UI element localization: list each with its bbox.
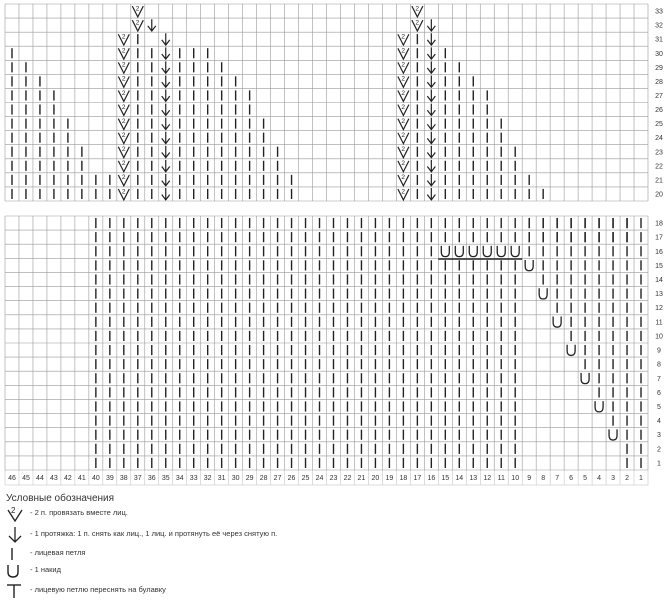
yarn-over-stitch	[567, 345, 575, 356]
svg-text:2: 2	[401, 188, 406, 196]
row-number: 5	[657, 404, 661, 411]
pass-over-stitch	[162, 188, 170, 200]
column-number: 6	[569, 475, 574, 482]
row-number: 4	[657, 418, 661, 426]
column-number: 34	[175, 475, 184, 482]
row-number: 27	[655, 92, 663, 100]
column-number: 33	[189, 475, 198, 482]
row-number: 30	[655, 50, 663, 58]
pass-over-stitch	[427, 90, 435, 102]
k2tog-stitch	[398, 33, 409, 45]
row-number: 6	[657, 389, 661, 397]
k2tog-stitch	[118, 146, 129, 158]
column-number: 27	[273, 475, 282, 482]
k2tog-icon	[4, 505, 26, 523]
pass-over-stitch	[162, 174, 170, 186]
k2tog-stitch	[118, 90, 129, 102]
row-number: 8	[657, 361, 661, 369]
yarn-over-stitch	[581, 373, 589, 384]
column-number: 9	[527, 475, 532, 482]
k2tog-stitch	[398, 104, 409, 116]
column-number: 20	[371, 475, 380, 482]
k2tog-stitch	[412, 5, 423, 17]
legend-text-k2tog: - 2 п. провязать вместе лиц.	[30, 508, 128, 517]
svg-text:2: 2	[415, 5, 419, 13]
svg-text:2: 2	[121, 61, 126, 69]
yarn-over-stitch	[483, 246, 491, 257]
row-number: 25	[655, 121, 663, 129]
column-number: 30	[231, 475, 240, 482]
svg-text:2: 2	[401, 33, 406, 41]
k2tog-stitch	[132, 5, 143, 17]
pass-over-stitch	[162, 90, 170, 102]
legend-text-holder: - лицевую петлю переснять на булавку	[30, 585, 166, 594]
column-number: 14	[455, 475, 464, 482]
pass-over-stitch	[162, 146, 170, 158]
column-number: 26	[287, 475, 296, 482]
k2tog-stitch	[118, 104, 129, 116]
svg-text:2: 2	[401, 75, 406, 83]
yarn-over-stitch	[455, 246, 463, 257]
column-number: 38	[119, 475, 128, 482]
k2tog-stitch	[118, 174, 129, 186]
column-number: 16	[427, 475, 436, 482]
yarn-over-stitch	[497, 246, 505, 257]
k2tog-stitch	[398, 62, 409, 74]
row-number: 28	[655, 78, 663, 86]
svg-text:2: 2	[121, 174, 126, 182]
pass-over-icon	[4, 526, 26, 544]
column-number: 17	[413, 475, 422, 482]
column-number: 10	[511, 475, 520, 482]
row-number: 15	[655, 262, 663, 270]
svg-text:2: 2	[121, 188, 126, 196]
column-number: 44	[36, 475, 44, 482]
row-number: 7	[657, 375, 661, 383]
svg-text:2: 2	[121, 160, 126, 168]
column-number: 25	[301, 475, 310, 482]
k2tog-stitch	[118, 188, 129, 200]
column-number: 8	[541, 475, 546, 482]
column-number: 13	[469, 475, 478, 482]
k2tog-stitch	[118, 62, 129, 74]
row-number: 2	[657, 446, 661, 454]
yarn-over-stitch	[525, 260, 533, 271]
holder-stitch-icon	[4, 582, 26, 600]
legend-item-knit	[4, 545, 324, 563]
row-number: 22	[655, 163, 663, 171]
svg-text:2: 2	[401, 174, 406, 182]
column-number: 12	[483, 475, 492, 482]
k2tog-stitch	[398, 118, 409, 130]
pass-over-stitch	[162, 61, 170, 73]
row-number: 11	[655, 319, 663, 327]
yarn-over-stitch	[441, 246, 449, 257]
pass-over-stitch	[427, 104, 435, 116]
column-number: 22	[343, 475, 352, 482]
pass-over-stitch	[427, 47, 435, 59]
svg-text:2: 2	[135, 5, 140, 13]
svg-text:2: 2	[121, 103, 126, 111]
svg-text:2: 2	[121, 47, 126, 55]
pass-over-stitch	[427, 61, 435, 73]
row-number: 9	[657, 347, 661, 355]
yarn-over-icon	[4, 562, 26, 580]
k2tog-stitch	[118, 76, 129, 88]
column-number: 11	[497, 475, 505, 482]
column-number: 29	[245, 475, 254, 482]
svg-text:2: 2	[11, 506, 16, 515]
svg-text:2: 2	[121, 146, 126, 154]
k2tog-stitch	[412, 19, 423, 31]
row-number: 24	[655, 135, 663, 143]
row-number: 16	[655, 248, 663, 256]
pass-over-stitch	[162, 75, 170, 87]
legend-item-yarn-over	[4, 562, 324, 580]
k2tog-stitch	[132, 19, 143, 31]
svg-text:2: 2	[401, 61, 406, 69]
column-number: 36	[147, 475, 156, 482]
k2tog-stitch	[398, 48, 409, 60]
svg-text:2: 2	[121, 117, 126, 125]
yarn-over-stitch	[539, 288, 547, 299]
column-number-row	[8, 475, 643, 482]
yarn-over-stitch	[469, 246, 477, 257]
column-number: 23	[329, 475, 338, 482]
svg-text:2: 2	[401, 160, 406, 168]
knit-stitch-icon	[4, 545, 26, 563]
k2tog-stitch	[398, 160, 409, 172]
svg-text:2: 2	[121, 131, 126, 139]
legend-item-holder	[4, 582, 324, 600]
chart-grid	[5, 4, 648, 485]
row-number: 26	[655, 107, 663, 115]
column-number: 5	[583, 475, 588, 482]
row-number: 18	[655, 220, 663, 228]
pass-over-stitch	[162, 118, 170, 130]
column-number: 45	[22, 475, 30, 482]
pass-over-stitch	[427, 33, 435, 45]
legend-text-knit: - лицевая петля	[30, 548, 86, 557]
svg-text:2: 2	[121, 75, 126, 83]
row-number: 33	[655, 8, 663, 16]
pass-over-stitch	[427, 174, 435, 186]
pass-over-stitch	[148, 19, 156, 31]
pass-over-stitch	[427, 132, 435, 144]
svg-text:2: 2	[135, 19, 140, 27]
pass-over-stitch	[427, 188, 435, 200]
row-number-column	[655, 9, 663, 468]
legend-title: Условные обозначения	[6, 493, 115, 504]
pass-over-stitch	[427, 146, 435, 158]
column-number: 39	[105, 475, 114, 482]
k2tog-stitch	[398, 132, 409, 144]
pass-over-stitch	[162, 132, 170, 144]
column-number: 35	[161, 475, 170, 482]
column-number: 40	[91, 475, 100, 482]
column-number: 7	[555, 475, 560, 482]
svg-text:2: 2	[415, 19, 419, 27]
row-number: 32	[655, 22, 663, 30]
k2tog-stitch	[118, 132, 129, 144]
row-number: 20	[655, 191, 663, 199]
column-number: 1	[639, 475, 643, 482]
column-number: 31	[217, 475, 226, 482]
column-number: 3	[611, 475, 616, 482]
pass-over-stitch	[162, 33, 170, 45]
column-number: 32	[203, 475, 212, 482]
pass-over-stitch	[162, 47, 170, 59]
legend-item-k2tog	[4, 505, 324, 523]
row-number: 14	[655, 277, 663, 284]
svg-text:2: 2	[121, 33, 126, 41]
yarn-over-stitch	[595, 401, 603, 412]
row-number: 31	[655, 36, 663, 44]
pass-over-stitch	[427, 118, 435, 130]
svg-text:2: 2	[401, 117, 406, 125]
k2tog-stitch	[118, 160, 129, 172]
column-number: 4	[597, 475, 602, 482]
svg-text:2: 2	[121, 89, 126, 97]
yarn-over-stitch	[511, 246, 519, 257]
pass-over-stitch	[427, 160, 435, 172]
pass-over-stitch	[427, 75, 435, 87]
column-number: 19	[385, 475, 394, 482]
k2tog-stitch	[398, 188, 409, 200]
k2tog-stitch	[398, 90, 409, 102]
row-number: 12	[655, 305, 663, 313]
svg-text:2: 2	[401, 103, 406, 111]
yarn-over-stitch	[553, 316, 561, 327]
row-number: 21	[655, 177, 663, 185]
column-number: 41	[77, 475, 86, 482]
yarn-over-stitch	[609, 429, 617, 440]
column-number: 42	[64, 475, 72, 482]
k2tog-stitch	[398, 146, 409, 158]
k2tog-stitch	[118, 48, 129, 60]
svg-text:2: 2	[401, 131, 406, 139]
svg-text:2: 2	[401, 146, 406, 154]
row-number: 1	[657, 460, 661, 468]
column-number: 37	[133, 475, 142, 482]
legend-text-yarn-over: - 1 накид	[30, 565, 61, 574]
pass-over-stitch	[427, 19, 435, 31]
column-number: 43	[50, 475, 58, 482]
column-number: 2	[625, 475, 629, 482]
k2tog-stitch	[398, 174, 409, 186]
svg-text:2: 2	[401, 47, 406, 55]
column-number: 15	[441, 475, 450, 482]
k2tog-stitch	[118, 118, 129, 130]
row-number: 10	[655, 333, 663, 341]
row-number: 17	[655, 234, 663, 242]
pass-over-stitch	[162, 160, 170, 172]
k2tog-stitch	[398, 76, 409, 88]
column-number: 18	[399, 475, 408, 482]
column-number: 24	[315, 475, 324, 482]
k2tog-stitch	[118, 33, 129, 45]
legend-item-pass-over	[4, 526, 324, 544]
row-number: 13	[655, 291, 663, 299]
row-number: 29	[655, 64, 663, 72]
legend-text-pass-over: - 1 протяжка: 1 п. снять как лиц., 1 лиц. и протянуть её через снятую п.	[30, 529, 278, 538]
column-number: 46	[8, 475, 16, 482]
pass-over-stitch	[162, 104, 170, 116]
svg-text:2: 2	[401, 89, 406, 97]
row-number: 3	[657, 432, 661, 440]
column-number: 28	[259, 475, 268, 482]
row-number: 23	[655, 149, 663, 157]
column-number: 21	[357, 475, 366, 482]
